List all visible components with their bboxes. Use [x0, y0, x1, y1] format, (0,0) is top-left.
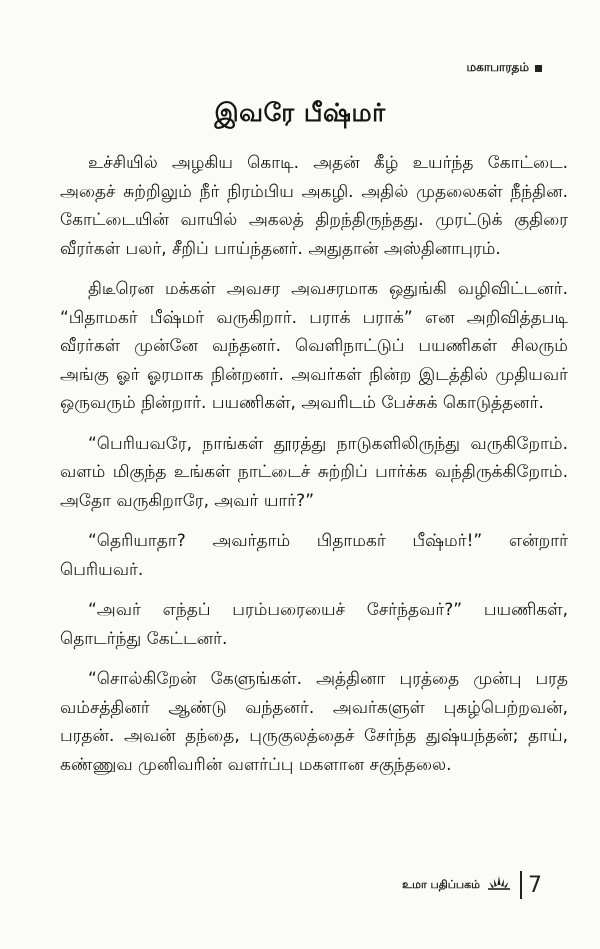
page-footer — [402, 871, 542, 899]
square-bullet-icon — [535, 65, 542, 72]
divider — [520, 871, 522, 899]
publisher-name: உமா பதிப்பகம் — [402, 877, 480, 891]
lotus-icon — [486, 875, 512, 895]
running-header — [467, 60, 542, 76]
paragraph: உச்சியில் அழகிய கொடி. அதன் கீழ் உயர்ந்த கோட்டை. அதைச் சுற்றிலும் நீர் நிரம்பிய அகழி. அதில் முதலைகள் நீந்தின. கோட்டையின் வாயில் அகலத் திறந்திருந்தது. முரட்டுக் குதிரை வீரர்கள் பலர், சீறிப் பாய்ந்தனர். அதுதான் அஸ்தினாபுரம். — [60, 153, 568, 259]
paragraph: “பெரியவரே, நாங்கள் தூரத்து நாடுகளிலிருந்து வருகிறோம். வளம் மிகுந்த உங்கள் நாட்டைச் சுற்றிப் பார்க்க வந்திருக்கிறோம். அதோ வருகிறாரே, அவர் யார்?” — [60, 433, 568, 511]
page-number: 7 — [528, 872, 542, 898]
running-title: மகாபாரதம் — [466, 60, 529, 74]
paragraph: “தெரியாதா? அவர்தாம் பிதாமகர் பீஷ்மர்!” என்றார் பெரியவர். — [60, 531, 568, 580]
paragraph: “அவர் எந்தப் பரம்பரையைச் சேர்ந்தவர்?” பயணிகள், தொடர்ந்து கேட்டனர். — [60, 600, 568, 649]
body-text — [60, 149, 568, 791]
paragraph: “சொல்கிறேன் கேளுங்கள். அத்தினா புரத்தை முன்பு பரத வம்சத்தினர் ஆண்டு வந்தனர். அவர்களுள் புகழ்பெற்றவன், பரதன். அவன் தந்தை, புருகுலத்தைச் சேர்ந்த துஷ்யந்தன்; தாய், கண்ணுவ முனிவரின் வளர்ப்பு மகளான சகுந்தலை. — [60, 669, 568, 775]
paragraph: திடீரென மக்கள் அவசர அவசரமாக ஒதுங்கி வழிவிட்டனர். “பிதாமகர் பீஷ்மர் வருகிறார். பராக் பராக்” என அறிவித்தபடி வீரர்கள் முன்னே வந்தனர். வெளிநாட்டுப் பயணிகள் சிலரும் அங்கு ஓர் ஓரமாக நின்றனர். அவர்கள் நின்ற இடத்தில் முதியவர் ஒருவரும் நின்றார். பயணிகள், அவரிடம் பேச்சுக் கொடுத்தனர். — [60, 279, 568, 413]
chapter-title: இவரே பீஷ்மர் — [214, 98, 386, 127]
